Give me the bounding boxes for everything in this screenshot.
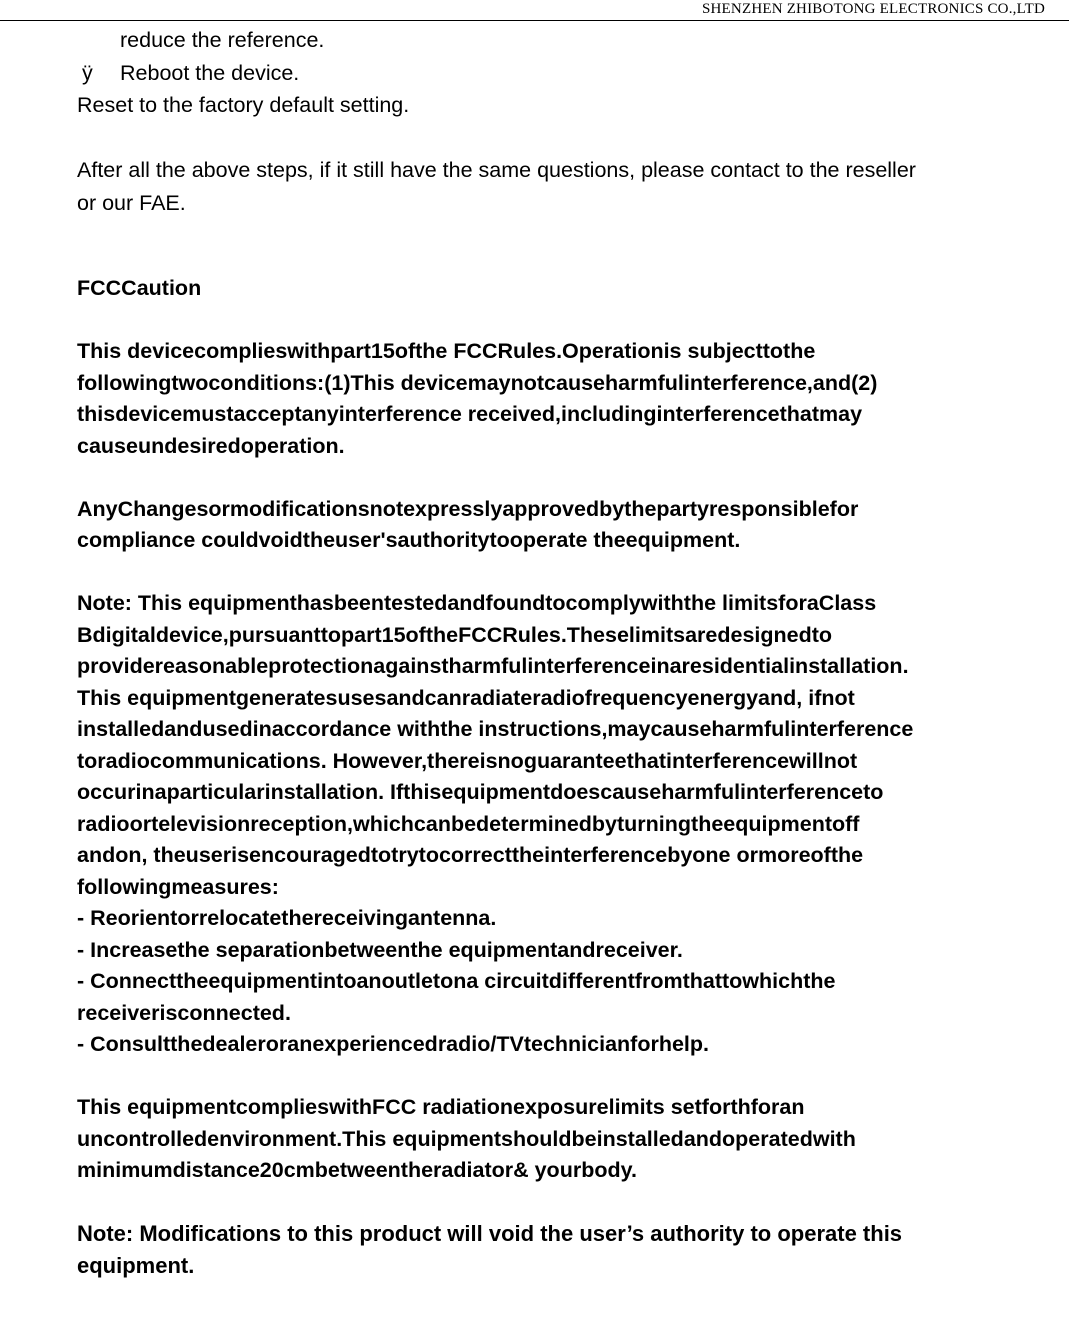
measure-item: - Increasethe separationbetweenthe equipmentandreceiver. [77, 937, 683, 962]
measure-item: - Connecttheequipmentintoanoutletona circuitdifferentfromthattowhichthe [77, 969, 836, 993]
paragraph-line: followingmeasures: [77, 874, 279, 899]
fcc-paragraph-exposure [77, 1092, 1057, 1187]
paragraph-line: followingtwoconditions:(1)This devicemaynotcauseharmfulinterference,and(2) [77, 370, 878, 395]
paragraph-line: installedandusedinaccordance withthe instructions,maycauseharmfulinterference [77, 717, 914, 741]
troubleshooting-section [77, 24, 1057, 219]
paragraph-line: andon, theuserisencouragedtotrytocorrecttheinterferencebyone ormoreofthe [77, 843, 864, 867]
fcc-paragraph-note [77, 588, 1057, 1061]
paragraph-line: providereasonableprotectionagainstharmfulinterferenceinaresidentialinstallation. [77, 654, 909, 678]
paragraph-line: This equipmentcomplieswithFCC radiationexposurelimits setforthforan [77, 1095, 805, 1119]
paragraph-line: occurinaparticularinstallation. Ifthisequipmentdoescauseharmfulinterferenceto [77, 780, 884, 804]
paragraph-line: causeundesiredoperation. [77, 433, 345, 458]
paragraph-line: This equipmentgeneratesusesandcanradiateradiofrequencyenergyand, ifnot [77, 685, 855, 710]
reset-line: Reset to the factory default setting. [77, 93, 410, 117]
paragraph-line: equipment. [77, 1253, 195, 1278]
paragraph-line: uncontrolledenvironment.This equipmentshouldbeinstalledandoperatedwith [77, 1126, 856, 1151]
fcc-paragraph-changes [77, 494, 1057, 557]
measure-item: - Consultthedealeroranexperiencedradio/TVtechnicianforhelp. [77, 1032, 709, 1056]
contact-line: After all the above steps, if it still have the same questions, please contact to the reseller [77, 158, 916, 182]
company-name: SHENZHEN ZHIBOTONG ELECTRONICS CO.,LTD [701, 1, 1045, 17]
fcc-paragraph-modifications [77, 1218, 1057, 1282]
paragraph-line: minimumdistance20cmbetweentheradiator& yourbody. [77, 1158, 637, 1182]
paragraph-line: compliance couldvoidtheuser'sauthoritytooperate theequipment. [77, 528, 741, 552]
bullet-glyph: ÿ [82, 60, 93, 85]
paragraph-line: Note: Modifications to this product will void the user’s authority to operate this [77, 1221, 903, 1246]
fcc-title: FCCCaution [77, 276, 202, 300]
paragraph-line: AnyChangesormodificationsnotexpresslyapprovedbythepartyresponsiblefor [77, 496, 859, 521]
fcc-paragraph-compliance [77, 336, 1057, 462]
measure-item: receiverisconnected. [77, 1000, 291, 1025]
contact-line: or our FAE. [77, 190, 186, 215]
paragraph-line: thisdevicemustacceptanyinterference received,includinginterferencethatmay [77, 402, 863, 426]
paragraph-line: Note: This equipmenthasbeentestedandfoundtocomplywiththe limitsforaClass [77, 591, 877, 615]
document-body [77, 24, 1057, 1282]
reduce-reference-line: reduce the reference. [120, 28, 325, 52]
measure-item: - Reorientorrelocatethereceivingantenna. [77, 906, 497, 930]
paragraph-line: toradiocommunications. However,thereisnoguaranteethatinterferencewillnot [77, 748, 858, 773]
fcc-section [77, 273, 1057, 1282]
page-header [0, 0, 1069, 21]
paragraph-line: Bdigitaldevice,pursuanttopart15oftheFCCRules.Theselimitsaredesignedto [77, 622, 833, 647]
paragraph-line: This devicecomplieswithpart15ofthe FCCRules.Operationis subjecttothe [77, 339, 816, 363]
reboot-bullet [77, 57, 1057, 90]
paragraph-line: radioortelevisionreception,whichcanbedeterminedbyturningtheequipmentoff [77, 811, 860, 836]
reboot-text: Reboot the device. [120, 60, 300, 85]
